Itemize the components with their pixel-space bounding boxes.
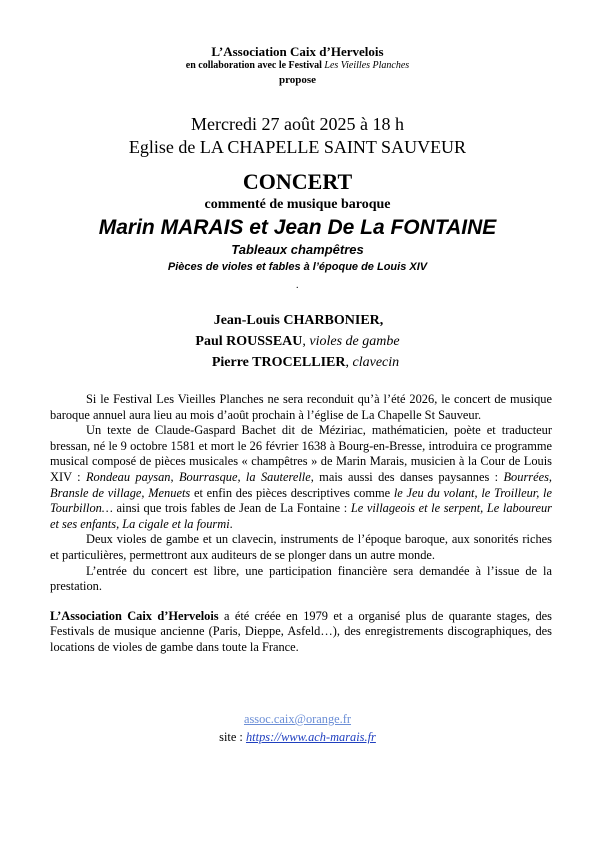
concert-title: Marin MARAIS et Jean De La FONTAINE bbox=[98, 216, 497, 239]
performer-2-role: violes de gambe bbox=[309, 334, 400, 349]
site-line bbox=[0, 728, 595, 746]
program-text-b: , mais aussi des danses paysannes : bbox=[310, 469, 504, 484]
paragraph-intro: Si le Festival Les Vieilles Planches ne sera reconduit qu’à l’été 2026, le concert de musique baroque annuel aura lieu au mois d’août prochain à l’église de La Chapelle St Sauveur. bbox=[50, 392, 552, 422]
performer-1 bbox=[0, 310, 595, 331]
program-fables: Le villageois et le serpent, Le laboureur et ses enfants, La cigale et la fourmi bbox=[50, 501, 552, 531]
association-name: L’Association Caix d’Hervelois bbox=[211, 44, 384, 59]
collaboration-line bbox=[0, 59, 595, 73]
concert-heading: CONCERT bbox=[242, 169, 353, 194]
performer-3-name: Pierre TROCELLIER bbox=[211, 355, 346, 370]
event-venue: Eglise de LA CHAPELLE SAINT SAUVEUR bbox=[128, 137, 467, 157]
concert-subtitle: Tableaux champêtres bbox=[231, 242, 364, 257]
association-description: a été créée en 1979 et a organisé plus de quarante stages, des Festivals de musique ancienne (Paris, Dieppe, Asfeld…), des enregistrements discographiques, des locations de violes de gambe dans toute la France. bbox=[50, 608, 553, 654]
performer-2 bbox=[0, 331, 595, 352]
performer-3-sep: , bbox=[345, 355, 353, 370]
program-text-e: . bbox=[229, 516, 233, 531]
site-label: site : bbox=[219, 730, 246, 744]
body-text bbox=[50, 392, 552, 656]
performer-2-sep: , bbox=[302, 334, 310, 349]
header-block bbox=[0, 44, 595, 88]
event-date-time: Mercredi 27 août 2025 à 18 h bbox=[191, 114, 404, 134]
collaboration-prefix: en collaboration avec le Festival bbox=[185, 60, 325, 71]
association-bold-name: L’Association Caix d’Hervelois bbox=[50, 608, 219, 623]
program-pieces-2: Bourrées, Bransle de village, Menuets bbox=[50, 469, 553, 500]
paragraph-instruments: Deux violes de gambe et un clavecin, instruments de l’époque baroque, aux sonorités riches et particulières, permettront aux auditeurs de se plonger dans un autre monde. bbox=[50, 532, 552, 562]
performer-1-name: Jean-Louis CHARBONIER, bbox=[213, 313, 384, 328]
program-text-a: Un texte de Claude-Gaspard Bachet dit de Méziriac, mathématicien, poète et traducteur bressan, né le 9 octobre 1581 et mort le 26 février 1638 à Bourg-en-Bresse, introduira ce programme musical composé de pièces musicales « champêtres » de Marin Marais, musicien à la Cour de Louis XIV : bbox=[50, 423, 552, 484]
concert-description: commenté de musique baroque bbox=[204, 197, 391, 212]
performer-3 bbox=[0, 352, 595, 373]
separator-dot: . bbox=[296, 280, 299, 291]
program-pieces-1: Rondeau paysan, Bourrasque, la Sauterelle bbox=[85, 469, 311, 484]
paragraph-association bbox=[50, 609, 552, 656]
program-text-d: ainsi que trois fables de Jean de La Fontaine : bbox=[112, 501, 351, 516]
performer-3-role: clavecin bbox=[352, 355, 400, 370]
paragraph-gap bbox=[50, 595, 552, 609]
paragraph-entry: L’entrée du concert est libre, une participation financière sera demandée à l’issue de la prestation. bbox=[50, 563, 552, 594]
program-pieces-3: le Jeu du volant, le Troilleur, le Tourbillon… bbox=[50, 485, 552, 516]
website-link[interactable]: https://www.ach-marais.fr bbox=[245, 730, 376, 744]
event-info bbox=[0, 113, 595, 159]
concert-subtitle-2: Pièces de violes et fables à l’époque de Louis XIV bbox=[167, 261, 428, 273]
propose-label: propose bbox=[278, 74, 317, 86]
festival-name: Les Vieilles Planches bbox=[324, 60, 410, 71]
email-link[interactable]: assoc.caix@orange.fr bbox=[243, 712, 352, 726]
performer-2-name: Paul ROUSSEAU bbox=[195, 334, 303, 349]
paragraph-program bbox=[50, 423, 552, 532]
program-text-c: et enfin des pièces descriptives comme bbox=[190, 485, 394, 500]
contact-block bbox=[0, 710, 595, 746]
performers-block bbox=[0, 310, 595, 373]
